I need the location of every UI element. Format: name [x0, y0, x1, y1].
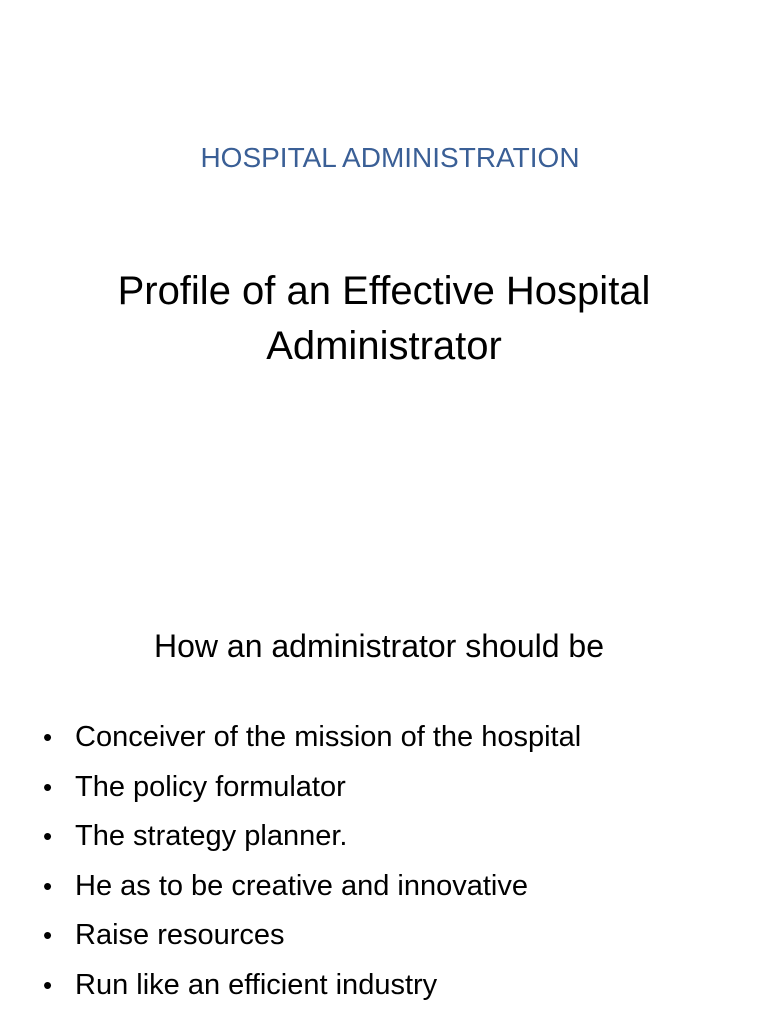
- bullet-text: The strategy planner.: [75, 820, 348, 852]
- bullet-text: The policy formulator: [75, 770, 346, 803]
- bullet-text: Run like an efficient industry: [75, 968, 438, 1001]
- bullet-text: He as to be creative and innovative: [75, 869, 528, 902]
- bullet-icon: •: [43, 920, 53, 950]
- bullet-icon: •: [43, 821, 53, 851]
- slide-title-line-2: Administrator: [266, 324, 502, 368]
- bullet-icon: •: [43, 969, 53, 1000]
- section-heading: How an administrator should be: [153, 628, 604, 664]
- bullet-icon: •: [43, 722, 53, 752]
- bullet-icon: •: [43, 870, 53, 901]
- bullet-text: Raise resources: [75, 919, 285, 951]
- slide-title: [0, 264, 768, 374]
- bullet-text: Conceiver of the mission of the hospital: [75, 721, 582, 753]
- document-header-label: HOSPITAL ADMINISTRATION: [200, 142, 580, 173]
- slide-title-line-1: Profile of an Effective Hospital: [117, 269, 651, 313]
- bullet-icon: •: [43, 771, 53, 802]
